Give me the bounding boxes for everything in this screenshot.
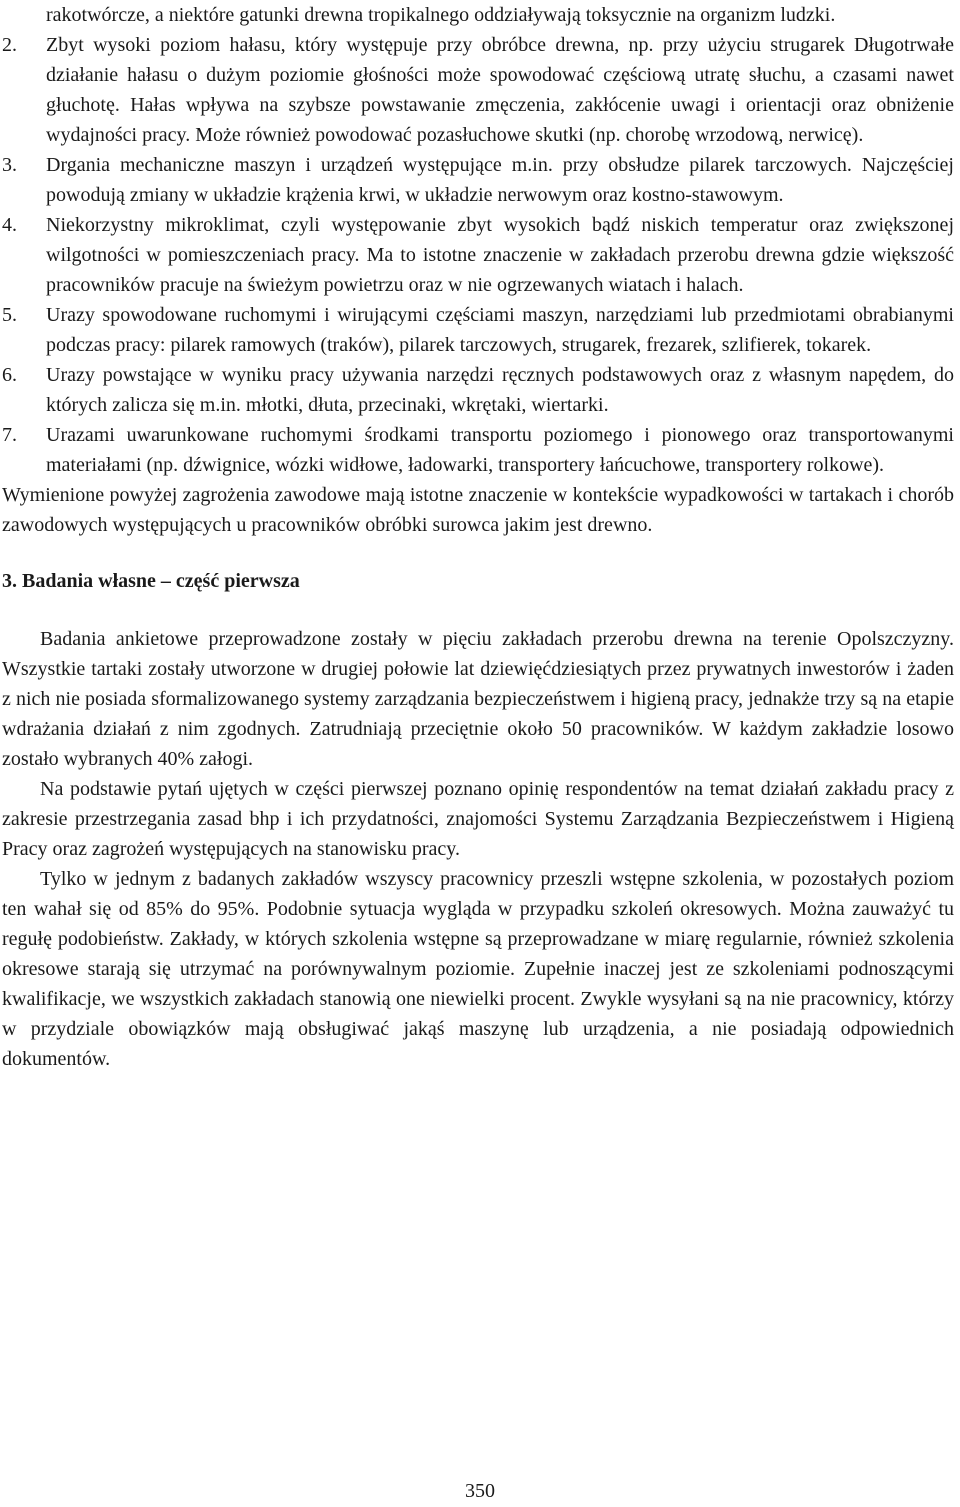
list-continuation-text: rakotwórcze, a niektóre gatunki drewna tropikalnego oddziaływają toksycznie na organizm ludzki. [46, 4, 836, 26]
summary-paragraph: Wymienione powyżej zagrożenia zawodowe mają istotne znaczenie w kontekście wypadkowości w tartakach i chorób zawodowych występujących u pracowników obróbki surowca jakim jest drewno. [2, 484, 954, 536]
list-item [2, 300, 954, 360]
document-page [2, 0, 954, 1074]
list-item-number: 5. [2, 304, 17, 326]
body-paragraph: Tylko w jednym z badanych zakładów wszyscy pracownicy przeszli wstępne szkolenia, w pozostałych poziom ten wahał się od 85% do 95%. Podobnie sytuacja wygląda w przypadku szkoleń okresowych. Można zauważyć tu regułę podobieństw. Zakłady, w których szkolenia wstępne są przeprowadzane w miarę regularnie, również szkolenia okresowe starają się utrzymać na porównywalnym poziomie. Zupełnie inaczej jest ze szkoleniami podnoszącymi kwalifikacje, we wszystkich zakładach stanowią one niewielki procent. Zwykle wysyłani są na nie pracownicy, którzy w przydziale obowiązków mają obsługiwać jakąś maszynę lub urządzenia, a nie posiadają odpowiednich dokumentów. [2, 868, 954, 1070]
body-paragraph: Na podstawie pytań ujętych w części pierwszej poznano opinię respondentów na temat działań zakładu pracy z zakresie przestrzegania zasad bhp i ich przydatności, znajomości Systemu Zarządzania Bezpieczeństwem i Higieną Pracy oraz zagrożeń występujących na stanowisku pracy. [2, 778, 954, 860]
list-item [2, 360, 954, 420]
list-item-number: 4. [2, 214, 17, 236]
list-item [2, 210, 954, 300]
list-item-text: Urazy powstające w wyniku pracy używania narzędzi ręcznych podstawowych oraz z własnym napędem, do których zalicza się m.in. młotki, dłuta, przecinaki, wkrętaki, wiertarki. [46, 364, 954, 416]
body-paragraph: Badania ankietowe przeprowadzone zostały w pięciu zakładach przerobu drewna na terenie Opolszczyzny. Wszystkie tartaki zostały utworzone w drugiej połowie lat dziewięćdziesiątych przez prywatnych inwestorów i żaden z nich nie posiada sformalizowanego systemy zarządzania bezpieczeństwem i higieną pracy, jednakże trzy są na etapie wdrażania działań z nim zgodnych. Zatrudniają przeciętnie około 50 pracowników. W każdym zakładzie losowo zostało wybranych 40% załogi. [2, 628, 954, 770]
list-item-text: Urazami uwarunkowane ruchomymi środkami transportu poziomego i pionowego oraz transportowanymi materiałami (np. dźwignice, wózki widłowe, ładowarki, transportery łańcuchowe, transportery rolkowe). [46, 424, 954, 476]
page-number: 350 [465, 1480, 495, 1502]
list-item [2, 30, 954, 150]
hazard-list [2, 30, 954, 480]
list-item-text: Niekorzystny mikroklimat, czyli występowanie zbyt wysokich bądź niskich temperatur oraz zwiększonej wilgotności w pomieszczeniach pracy. Ma to istotne znaczenie w zakładach przerobu drewna gdzie większość pracowników pracuje na świeżym powietrzu oraz w nie ogrzewanych wiatach i halach. [46, 214, 954, 296]
list-item-text: Urazy spowodowane ruchomymi i wirującymi częściami maszyn, narzędziami lub przedmiotami obrabianymi podczas pracy: pilarek ramowych (traków), pilarek tarczowych, strugarek, frezarek, szlifierek, tokarek. [46, 304, 954, 356]
list-item-text: Zbyt wysoki poziom hałasu, który występuje przy obróbce drewna, np. przy użyciu strugarek Długotrwałe działanie hałasu o dużym poziomie głośności może spowodować częściową utratę słuchu, a czasami nawet głuchotę. Hałas wpływa na szybsze powstawanie zmęczenia, zakłócenie uwagi i orientacji oraz obniżenie wydajności pracy. Może również powodować pozasłuchowe skutki (np. chorobę wrzodową, nerwicę). [46, 34, 954, 146]
list-item-number: 6. [2, 364, 17, 386]
list-item-text: Drgania mechaniczne maszyn i urządzeń występujące m.in. przy obsłudze pilarek tarczowych. Najczęściej powodują zmiany w układzie krążenia krwi, w układzie nerwowym oraz kostno-stawowym. [46, 154, 954, 206]
list-item [2, 420, 954, 480]
list-item [2, 150, 954, 210]
list-item-number: 7. [2, 424, 17, 446]
list-item-number: 2. [2, 34, 17, 56]
list-item-number: 3. [2, 154, 17, 176]
section-heading: 3. Badania własne – część pierwsza [2, 570, 300, 592]
